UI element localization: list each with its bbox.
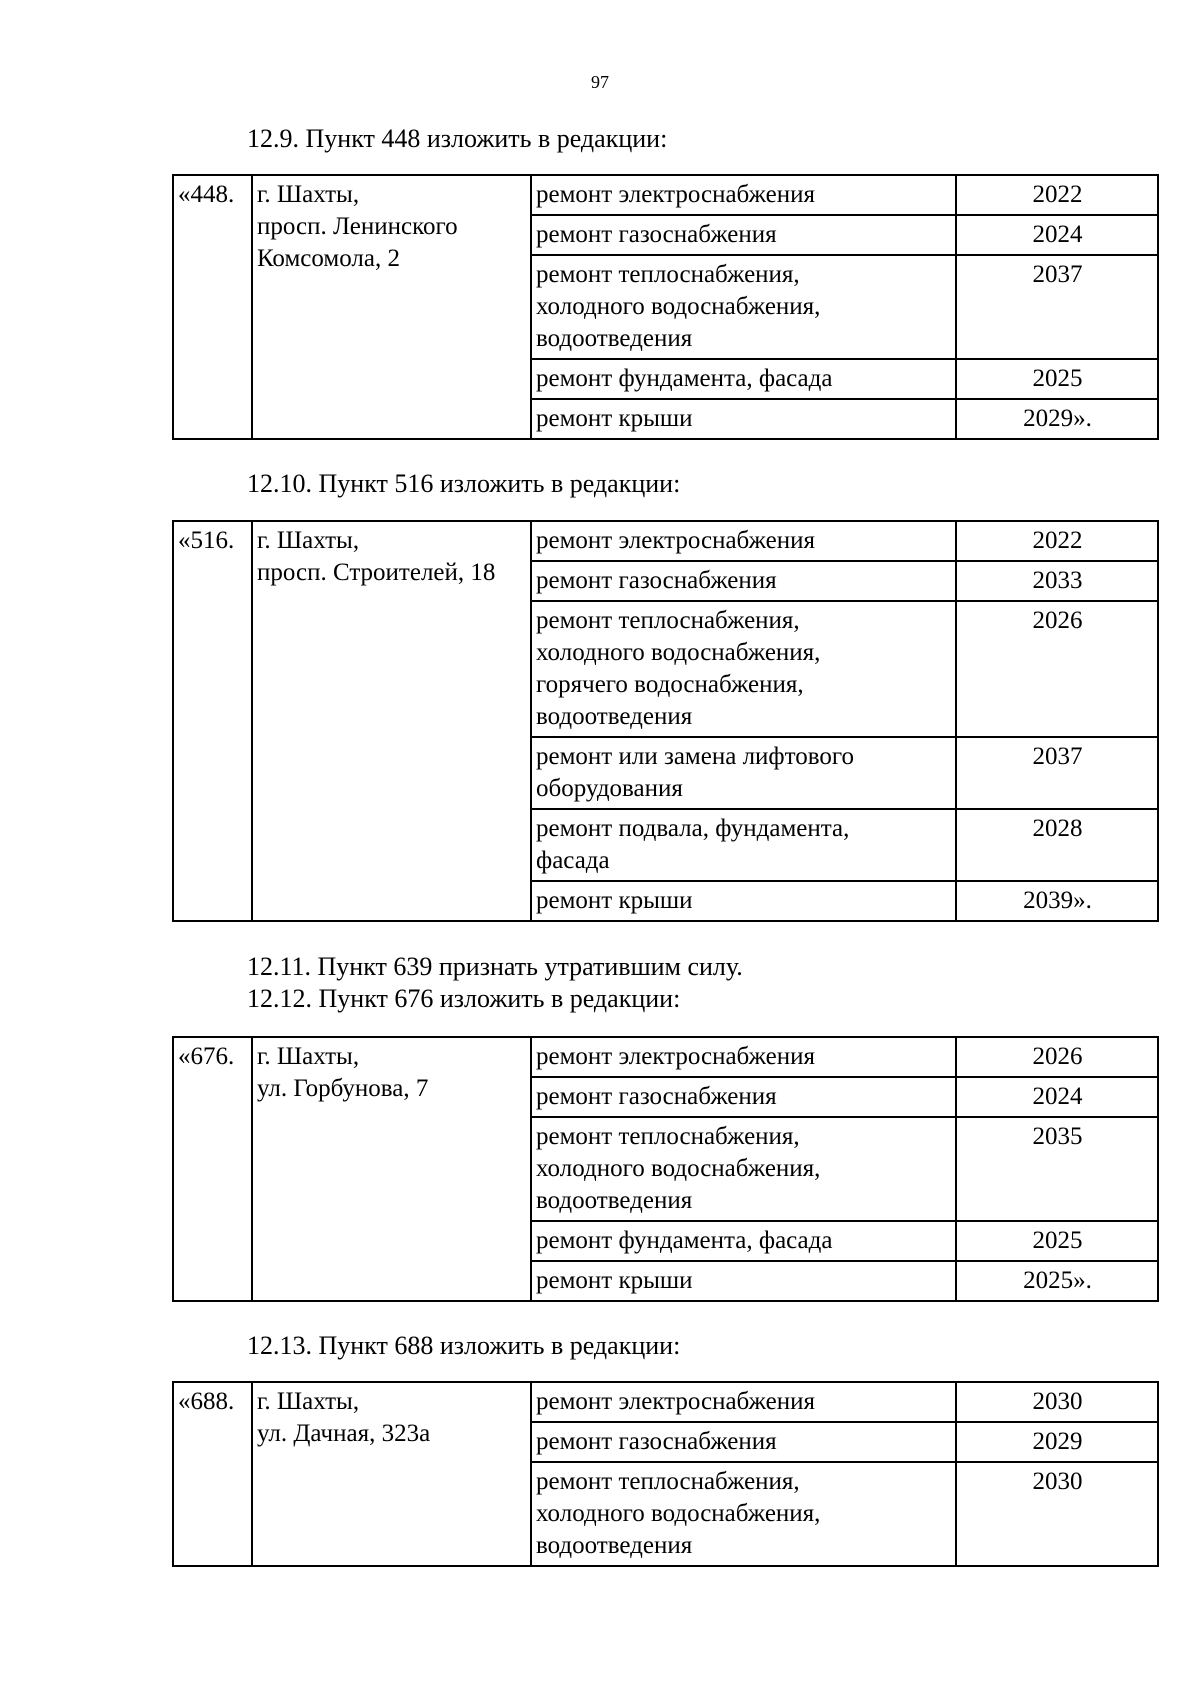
- address-line: просп. Строителей, 18: [257, 559, 496, 586]
- work-type-cell: [531, 601, 956, 737]
- work-type-line: холодного водоснабжения,: [536, 1500, 821, 1527]
- work-type-cell: [531, 1382, 956, 1422]
- year-cell: 2022: [956, 521, 1158, 561]
- address-line: Комсомола, 2: [257, 245, 400, 272]
- year-cell: 2024: [956, 215, 1158, 255]
- item-number: «448.: [173, 175, 252, 439]
- table-row: [173, 1037, 1158, 1077]
- work-type-line: ремонт крыши: [536, 405, 693, 432]
- year-cell: 2039».: [956, 881, 1158, 921]
- item-table-676: [172, 1036, 1159, 1302]
- work-type-cell: [531, 1037, 956, 1077]
- address-cell: [252, 1382, 531, 1566]
- table-row: [173, 521, 1158, 561]
- address-line: ул. Дачная, 323а: [257, 1420, 431, 1447]
- year-cell: 2030: [956, 1382, 1158, 1422]
- year-cell: 2026: [956, 601, 1158, 737]
- address-line: ул. Горбунова, 7: [257, 1075, 429, 1102]
- work-type-line: ремонт электроснабжения: [536, 1043, 815, 1070]
- work-type-cell: [531, 1261, 956, 1301]
- work-type-cell: [531, 737, 956, 809]
- work-type-cell: [531, 215, 956, 255]
- work-type-cell: [531, 255, 956, 359]
- work-type-cell: [531, 881, 956, 921]
- year-cell: 2026: [956, 1037, 1158, 1077]
- item-number: «516.: [173, 521, 252, 921]
- work-type-line: ремонт газоснабжения: [536, 1083, 777, 1110]
- section-heading-516: 12.10. Пункт 516 изложить в редакции:: [247, 469, 681, 498]
- year-cell: 2037: [956, 255, 1158, 359]
- work-type-cell: [531, 399, 956, 439]
- address-line: просп. Ленинского: [257, 213, 458, 240]
- year-cell: 2030: [956, 1462, 1158, 1566]
- address-line: г. Шахты,: [257, 1388, 360, 1415]
- work-type-cell: [531, 359, 956, 399]
- work-type-line: ремонт электроснабжения: [536, 527, 815, 554]
- section-heading-448: 12.9. Пункт 448 изложить в редакции:: [247, 124, 668, 153]
- item-table-448: [172, 174, 1159, 440]
- address-cell: [252, 175, 531, 439]
- work-type-line: ремонт фундамента, фасада: [536, 365, 833, 392]
- work-type-cell: [531, 809, 956, 881]
- work-type-line: ремонт фундамента, фасада: [536, 1227, 833, 1254]
- section-heading-676: 12.12. Пункт 676 изложить в редакции:: [247, 984, 681, 1013]
- work-type-line: водоотведения: [536, 325, 693, 352]
- work-type-line: ремонт подвала, фундамента,: [536, 815, 850, 842]
- work-type-cell: [531, 1462, 956, 1566]
- work-type-line: ремонт крыши: [536, 887, 693, 914]
- work-type-cell: [531, 1221, 956, 1261]
- address-line: г. Шахты,: [257, 181, 360, 208]
- work-type-line: водоотведения: [536, 1532, 693, 1559]
- table-row: [173, 175, 1158, 215]
- year-cell: 2024: [956, 1077, 1158, 1117]
- work-type-cell: [531, 521, 956, 561]
- work-type-line: оборудования: [536, 775, 683, 802]
- work-type-line: ремонт теплоснабжения,: [536, 261, 800, 288]
- address-cell: [252, 521, 531, 921]
- address-line: г. Шахты,: [257, 1043, 360, 1070]
- work-type-line: ремонт теплоснабжения,: [536, 1123, 800, 1150]
- year-cell: 2028: [956, 809, 1158, 881]
- work-type-cell: [531, 1117, 956, 1221]
- section-heading-688: 12.13. Пункт 688 изложить в редакции:: [247, 1331, 681, 1360]
- work-type-line: ремонт или замена лифтового: [536, 743, 854, 770]
- item-number: «688.: [173, 1382, 252, 1566]
- year-cell: 2037: [956, 737, 1158, 809]
- work-type-line: водоотведения: [536, 1187, 693, 1214]
- work-type-line: ремонт газоснабжения: [536, 1428, 777, 1455]
- work-type-line: ремонт газоснабжения: [536, 221, 777, 248]
- work-type-line: холодного водоснабжения,: [536, 293, 821, 320]
- work-type-cell: [531, 1077, 956, 1117]
- year-cell: 2033: [956, 561, 1158, 601]
- work-type-line: ремонт теплоснабжения,: [536, 607, 800, 634]
- year-cell: 2025».: [956, 1261, 1158, 1301]
- item-table-516: [172, 520, 1159, 922]
- work-type-line: ремонт электроснабжения: [536, 181, 815, 208]
- table-row: [173, 1382, 1158, 1422]
- item-table-688: [172, 1381, 1159, 1567]
- work-type-line: горячего водоснабжения,: [536, 671, 804, 698]
- work-type-line: водоотведения: [536, 703, 693, 730]
- work-type-line: ремонт газоснабжения: [536, 567, 777, 594]
- work-type-line: ремонт крыши: [536, 1267, 693, 1294]
- address-line: г. Шахты,: [257, 527, 360, 554]
- address-cell: [252, 1037, 531, 1301]
- year-cell: 2022: [956, 175, 1158, 215]
- work-type-line: фасада: [536, 847, 610, 874]
- work-type-cell: [531, 561, 956, 601]
- work-type-cell: [531, 175, 956, 215]
- page-number: 97: [591, 72, 609, 92]
- year-cell: 2025: [956, 1221, 1158, 1261]
- work-type-cell: [531, 1422, 956, 1462]
- year-cell: 2029: [956, 1422, 1158, 1462]
- year-cell: 2025: [956, 359, 1158, 399]
- item-number: «676.: [173, 1037, 252, 1301]
- year-cell: 2029».: [956, 399, 1158, 439]
- section-heading-639: 12.11. Пункт 639 признать утратившим силу.: [247, 952, 743, 981]
- year-cell: 2035: [956, 1117, 1158, 1221]
- work-type-line: холодного водоснабжения,: [536, 639, 821, 666]
- work-type-line: холодного водоснабжения,: [536, 1155, 821, 1182]
- work-type-line: ремонт электроснабжения: [536, 1388, 815, 1415]
- work-type-line: ремонт теплоснабжения,: [536, 1468, 800, 1495]
